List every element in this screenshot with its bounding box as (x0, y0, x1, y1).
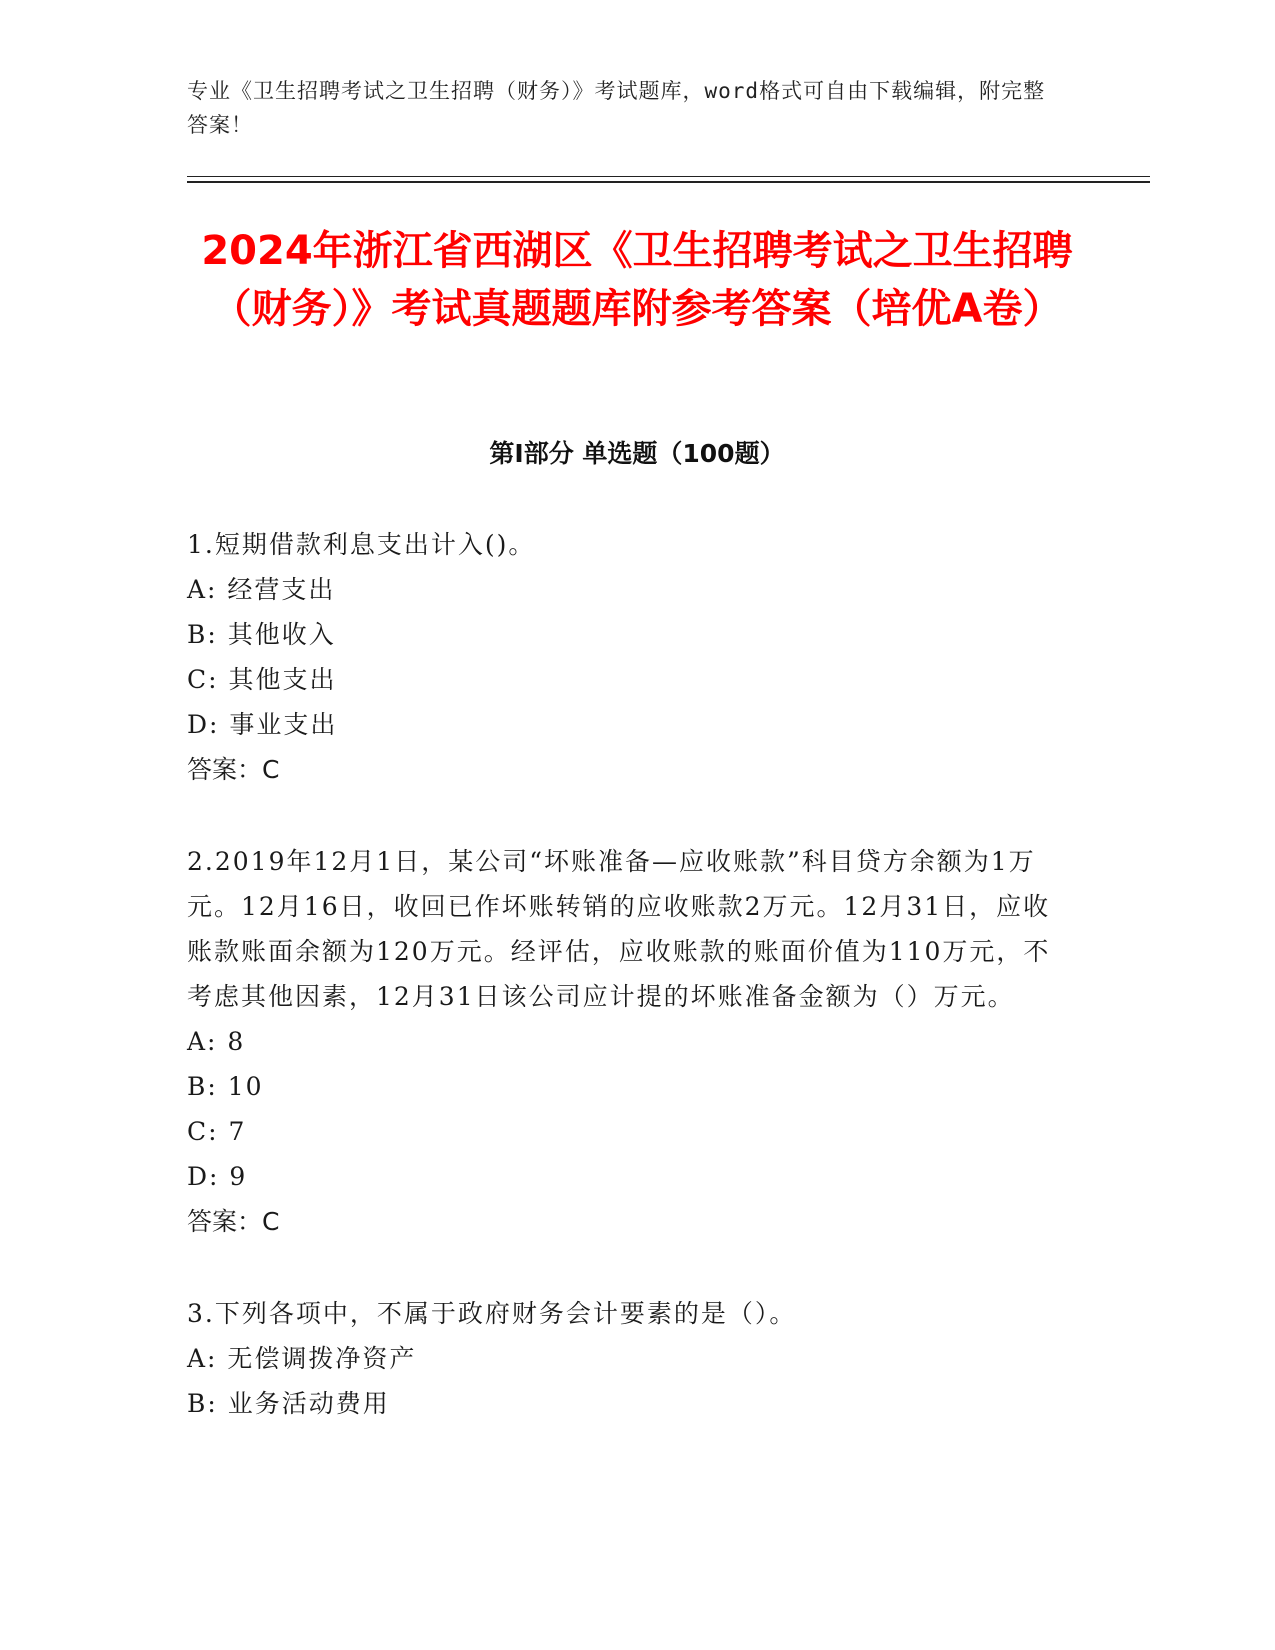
option-b: B: 业务活动费用 (187, 1389, 390, 1418)
question-stem: 2.2019年12月1日，某公司“坏账准备—应收账款”科目贷方余额为1万元。12月16日，收回已作坏账转销的应收账款2万元。12月31日，应收账款账面余额为120万元。经评估，应收账款的账面价值为110万元，不考虑其他因素，12月31日该公司应计提的坏账准备金额为（）万元。 (187, 847, 1051, 1011)
header-divider-thick (187, 181, 1150, 183)
option-c: C: 7 (187, 1117, 247, 1146)
question-3 (187, 1291, 1077, 1426)
header-note: 专业《卫生招聘考试之卫生招聘（财务）》考试题库，word格式可自由下载编辑，附完整答案！ (187, 79, 1046, 137)
header-divider-thin (187, 176, 1150, 177)
question-list (187, 522, 1077, 1473)
answer: 答案：C (187, 1207, 280, 1236)
option-d: D: 9 (187, 1162, 248, 1191)
section-heading: 第I部分 单选题（100题） (489, 439, 785, 468)
question-1 (187, 522, 1077, 792)
option-a: A: 经营支出 (187, 575, 336, 604)
question-stem: 1.短期借款利息支出计入()。 (187, 530, 536, 559)
option-a: A: 8 (187, 1027, 246, 1056)
option-b: B: 10 (187, 1072, 264, 1101)
question-stem: 3.下列各项中，不属于政府财务会计要素的是（）。 (187, 1299, 797, 1328)
answer: 答案：C (187, 755, 280, 784)
document-title: 2024年浙江省西湖区《卫生招聘考试之卫生招聘（财务）》考试真题题库附参考答案（培优A卷） (201, 228, 1073, 332)
question-2 (187, 839, 1077, 1244)
option-b: B: 其他收入 (187, 620, 336, 649)
option-c: C: 其他支出 (187, 665, 337, 694)
option-a: A: 无偿调拨净资产 (187, 1344, 417, 1373)
option-d: D: 事业支出 (187, 710, 338, 739)
